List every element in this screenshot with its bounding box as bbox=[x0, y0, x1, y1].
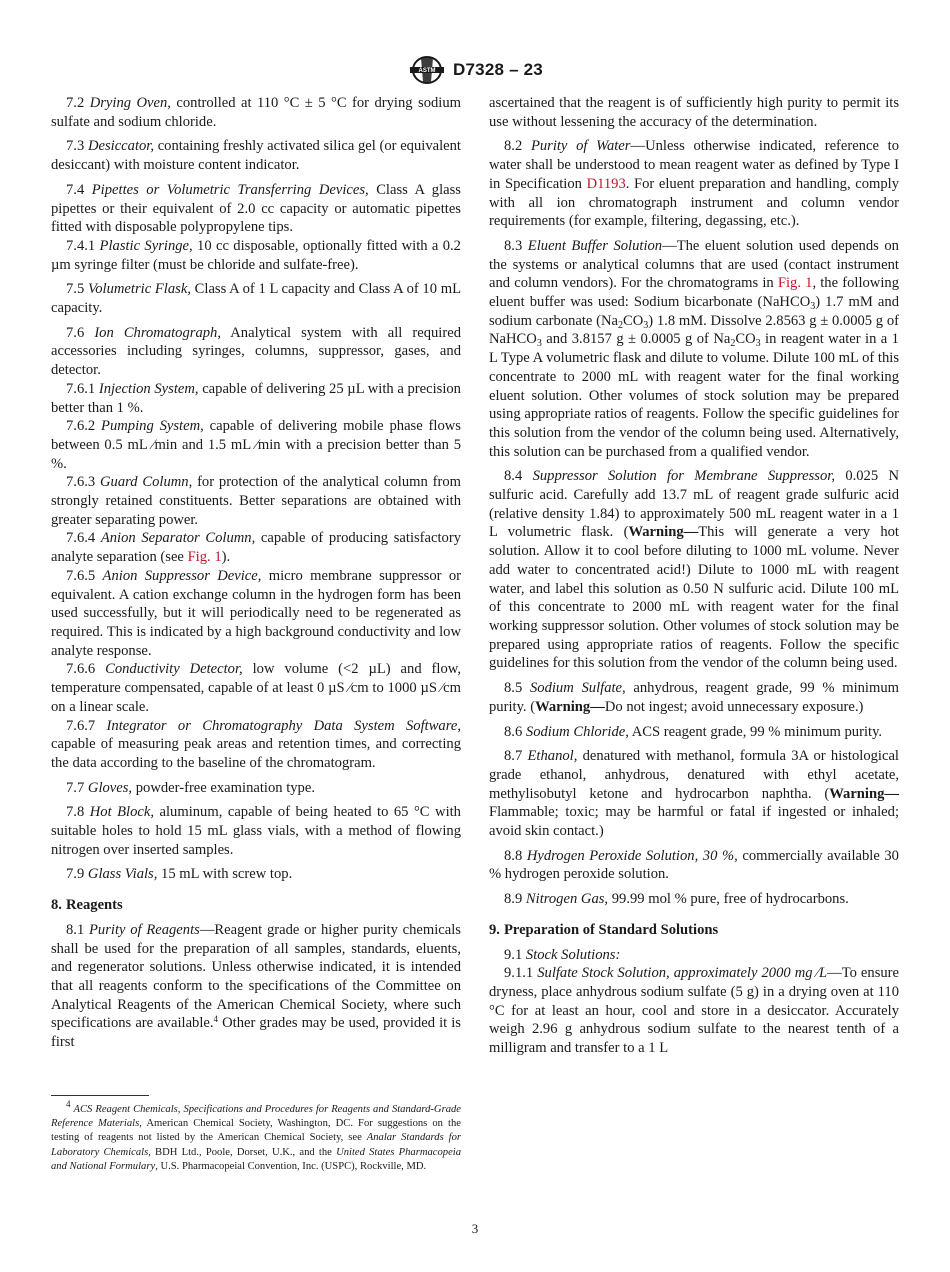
paragraph-7-8: 7.8 Hot Block, aluminum, capable of being heated to 65 °C with suitable holes to hold 15 mL glass vials, with a method of flowing nitrogen over inserted samples. bbox=[51, 804, 461, 858]
paragraph-7-2: 7.2 Drying Oven, controlled at 110 °C ± 5 °C for drying sodium sulfate and sodium chloride. bbox=[51, 95, 461, 130]
paragraph-7-3: 7.3 Desiccator, containing freshly activated silica gel (or equivalent desiccant) with moisture content indicator. bbox=[51, 138, 461, 174]
paragraph-7-7: 7.7 Gloves, powder-free examination type. bbox=[66, 779, 315, 796]
paragraph-8-5: 8.5 Sodium Sulfate, anhydrous, reagent grade, 99 % minimum purity. (Warning—Do not ingest; avoid unnecessary exposure.) bbox=[489, 680, 899, 715]
paragraph-8-7: 8.7 Ethanol, denatured with methanol, formula 3A or histological grade ethanol, anhydrous, denatured with ethyl acetate, methylisobutyl ketone and hydrocarbon naphtha. (Warning—Flammable; toxic; may be harmful or fatal if ingested or inhaled; avoid skin contact.) bbox=[489, 748, 899, 840]
paragraph-8-4: 8.4 Suppressor Solution for Membrane Suppressor, 0.025 N sulfuric acid. Carefully add 13.7 mL of reagent grade sulfuric acid (relative density 1.84) to approximately 500 mL reagent water in a 1 L volumetric flask. (Warning—This will generate a very hot solution. Allow it to cool before diluting to 1000 mL volume. Never add water to concentrated acid!) Dilute to 1000 mL with reagent water, and label this solution as 0.50 N sulfuric acid. Dilute 100 mL of this concentrate to 2000 mL with reagent water for the final working suppressor solution. Other volumes of stock solution may be prepared using appropriate ratios of reagents. Follow the specific guidelines for this solution from the vendor of the column being used. bbox=[489, 468, 899, 672]
paragraph-8-8: 8.8 Hydrogen Peroxide Solution, 30 %, commercially available 30 % hydrogen peroxide solution. bbox=[489, 847, 899, 883]
document-designation: D7328 – 23 bbox=[453, 60, 543, 79]
paragraph-7-6-1: 7.6.1 Injection System, capable of delivering 25 µL with a precision better than 1 %. bbox=[51, 380, 461, 416]
paragraph-7-4: 7.4 Pipettes or Volumetric Transferring Devices, Class A glass pipettes or their equivalent of 2.0 cc capacity or automatic pipettes fitted with disposable polypropylene tips. bbox=[51, 181, 461, 236]
astm-logo-icon bbox=[407, 55, 447, 85]
paragraph-9-1: 9.1 Stock Solutions: bbox=[504, 946, 621, 963]
left-column bbox=[51, 94, 461, 1058]
paragraph-7-6-3: 7.6.3 Guard Column, for protection of the analytical column from strongly retained constituents. Better separations are obtained with greater separating power. bbox=[51, 474, 461, 528]
paragraph-8-2: 8.2 Purity of Water—Unless otherwise indicated, reference to water shall be understood to mean reagent water as defined by Type I in Specification D1193. For eluent preparation and handling, comply with all ion chromatograph instrument and column vendor requirements (for example, filtering, degassing, etc.). bbox=[489, 138, 900, 230]
paragraph-7-9: 7.9 Glass Vials, 15 mL with screw top. bbox=[66, 866, 293, 883]
section-9-heading: 9. Preparation of Standard Solutions bbox=[489, 921, 719, 938]
paragraph-7-6-5: 7.6.5 Anion Suppressor Device, micro membrane suppressor or equivalent. A cation exchange column in the hydrogen form has been used successfully, but it will periodically need to be regenerated as required. This is indicated by a high background conductivity and low analyte response. bbox=[51, 567, 461, 659]
paragraph-7-6-7: 7.6.7 Integrator or Chromatography Data System Software, capable of measuring peak areas and retention times, and correcting the data according to the baseline of the chromatogram. bbox=[51, 717, 461, 771]
paragraph-7-6: 7.6 Ion Chromatograph, Analytical system with all required accessories including syringes, columns, suppressor, gases, and detector. bbox=[51, 324, 461, 379]
section-8-heading: 8. Reagents bbox=[51, 897, 123, 914]
footnote-4-ref[interactable]: 4 bbox=[213, 1014, 219, 1025]
page-header bbox=[0, 54, 950, 86]
paragraph-8-1: 8.1 Purity of Reagents—Reagent grade or higher purity chemicals shall be used for the preparation of all samples, standards, eluents, and regenerator solutions. Unless otherwise indicated, it is intended that all reagents conform to the specifications of the Committee on Analytical Reagents of the American Chemical Society, where such specifications are available.$^4$ Other grades may be used, provided it is first bbox=[51, 921, 461, 1051]
page-number: 3 bbox=[471, 1221, 479, 1236]
svg-text:ASTM: ASTM bbox=[418, 68, 436, 74]
footnote-divider bbox=[51, 1095, 149, 1096]
paragraph-9-1-1: 9.1.1 Sulfate Stock Solution, approximately 2000 mg ⁄L—To ensure dryness, place anhydrous sodium sulfate (5 g) in a drying oven at 110 °C for at least an hour, cool and store in a desiccator. Accurately weigh 2.96 g anhydrous sodium sulfate to the nearest tenth of a milligram and transfer to a 1 L bbox=[489, 965, 900, 1057]
paragraph-7-6-2: 7.6.2 Pumping System, capable of delivering mobile phase flows between 0.5 mL ⁄min and 1.5 mL ⁄min with a precision better than 5 %. bbox=[51, 418, 461, 472]
paragraph-8-3: 8.3 Eluent Buffer Solution—The eluent solution used depends on the systems or analytical columns that are used (contact instrument and column vendors). For the chromatograms in Fig. 1, the following eluent buffer was used: Sodium bicarbonate (NaHCO$_3$) 1.7 mM and sodium carbonate $(Na_2CO_3)$ 1.8 mM. Dissolve 2.8563 g ± 0.0005 g of NaHCO$_3$ and 3.8157 g ± 0.0005 g of $Na_2CO_3$ in reagent water in a 1 L Type A volumetric flask and dilute to volume. Dilute 100 mL of this concentrate to 2000 mL with reagent water for the final working eluent solution. Other volumes of stock solution may be prepared using appropriate ratios of reagents. Follow the specific guidelines for this solution from the vendor of the column being used. Alternatively, this solution can be purchased from a qualified vendor. bbox=[489, 237, 899, 460]
figure-1-link[interactable]: Fig. 1 bbox=[187, 549, 222, 566]
footnote-4: $^4$ ACS Reagent Chemicals, Specifications and Procedures for Reagents and Standard-Grade Reference Materials, American Chemical Society, Washington, DC. For suggestions on the testing of reagents not listed by the American Chemical Society, see Analar Standards for Laboratory Chemicals, BDH Ltd., Poole, Dorset, U.K., and the United States Pharmacopeia and National Formulary, U.S. Pharmacopeial Convention, Inc. (USPC), Rockville, MD. bbox=[51, 1099, 462, 1172]
paragraph-7-6-6: 7.6.6 Conductivity Detector, low volume (<2 µL) and flow, temperature compensated, capable of at least 0 µS ⁄cm to 1000 µS ⁄cm on a linear scale. bbox=[51, 661, 461, 715]
paragraph-7-4-1: 7.4.1 Plastic Syringe, 10 cc disposable, optionally fitted with a 0.2 µm syringe filter (must be chloride and sulfate-free). bbox=[51, 237, 461, 273]
paragraph-7-5: 7.5 Volumetric Flask, Class A of 1 L capacity and Class A of 10 mL capacity. bbox=[51, 281, 461, 317]
paragraph-8-1-continued: ascertained that the reagent is of sufficiently high purity to permit its use without lessening the accuracy of the determination. bbox=[489, 95, 899, 130]
paragraph-8-9: 8.9 Nitrogen Gas, 99.99 mol % pure, free of hydrocarbons. bbox=[504, 891, 849, 908]
figure-1-link[interactable]: Fig. 1 bbox=[777, 275, 813, 292]
paragraph-7-6-4: 7.6.4 Anion Separator Column, capable of producing satisfactory analyte separation (see Fig. 1). bbox=[51, 530, 462, 566]
right-column bbox=[489, 94, 899, 1064]
paragraph-8-6: 8.6 Sodium Chloride, ACS reagent grade, 99 % minimum purity. bbox=[504, 723, 883, 740]
d1193-link[interactable]: D1193 bbox=[586, 175, 626, 192]
